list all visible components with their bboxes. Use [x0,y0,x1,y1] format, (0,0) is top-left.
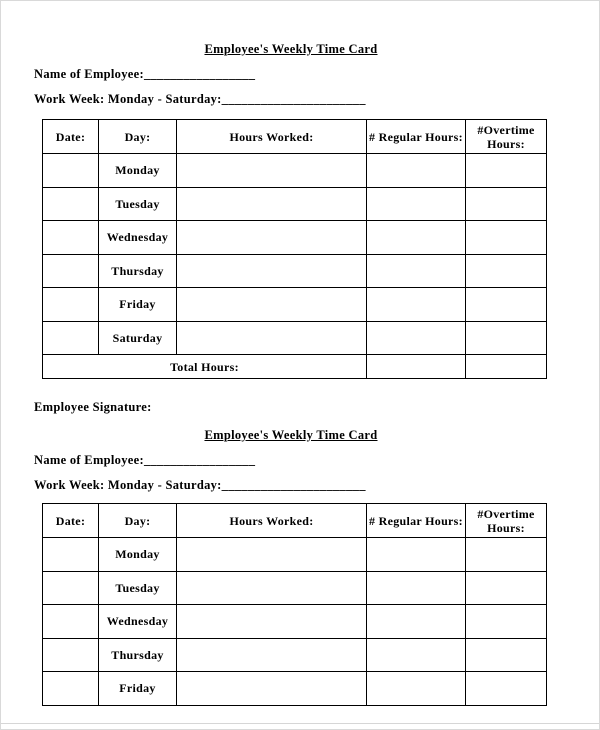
regular-hours-cell [367,538,466,572]
hours-worked-cell [177,254,367,288]
overtime-hours-cell [466,571,547,605]
overtime-hours-cell [466,321,547,355]
table-row-monday [43,538,547,572]
hours-worked-cell [177,221,367,255]
header-regular-hours: # Regular Hours: [367,504,466,538]
regular-hours-cell [367,254,466,288]
table-header-row [43,120,547,154]
overtime-hours-cell [466,638,547,672]
hours-worked-cell [177,187,367,221]
table-row-wednesday [43,605,547,639]
table-row-wednesday [43,221,547,255]
page-edge-line [1,723,599,724]
day-cell: Monday [99,154,177,188]
table-row-thursday [43,254,547,288]
work-week-label: Work Week: Monday - Saturday: [34,92,222,106]
header-day: Day: [99,504,177,538]
day-cell: Monday [99,538,177,572]
regular-hours-cell [367,221,466,255]
card1-title: Employee's Weekly Time Card [204,42,378,56]
day-cell: Thursday [99,254,177,288]
overtime-hours-cell [466,605,547,639]
overtime-hours-cell [466,288,547,322]
table-row-total [43,355,547,379]
date-cell [43,605,99,639]
regular-hours-cell [367,187,466,221]
date-cell [43,321,99,355]
work-week-label: Work Week: Monday - Saturday: [34,478,222,492]
table-row-monday [43,154,547,188]
header-regular-hours: # Regular Hours: [367,120,466,154]
day-cell: Wednesday [99,605,177,639]
table-row-tuesday [43,187,547,221]
hours-worked-cell [177,538,367,572]
day-cell: Saturday [99,321,177,355]
date-cell [43,638,99,672]
work-week-blank-line: ______________________ [221,92,366,106]
header-date: Date: [43,120,99,154]
name-label: Name of Employee: [34,453,144,467]
table-row-friday [43,672,547,706]
total-hours-label: Total Hours: [43,355,367,379]
header-overtime-hours: #Overtime Hours: [466,504,547,538]
hours-worked-cell [177,154,367,188]
day-cell: Thursday [99,638,177,672]
time-card-table-1 [42,119,547,379]
day-cell: Tuesday [99,571,177,605]
date-cell [43,288,99,322]
card2-title: Employee's Weekly Time Card [204,428,378,442]
regular-hours-cell [367,672,466,706]
card2-work-week-line [34,478,366,493]
overtime-hours-cell [466,254,547,288]
header-overtime-hours: #Overtime Hours: [466,120,547,154]
regular-hours-cell [367,571,466,605]
day-cell: Tuesday [99,187,177,221]
hours-worked-cell [177,571,367,605]
header-day: Day: [99,120,177,154]
regular-hours-cell [367,321,466,355]
card2-name-line [34,453,255,468]
regular-hours-cell [367,638,466,672]
overtime-hours-cell [466,672,547,706]
total-overtime-hours-cell [466,355,547,379]
header-date: Date: [43,504,99,538]
regular-hours-cell [367,605,466,639]
hours-worked-cell [177,672,367,706]
overtime-hours-cell [466,187,547,221]
day-cell: Friday [99,288,177,322]
header-hours-worked: Hours Worked: [177,504,367,538]
hours-worked-cell [177,638,367,672]
employee-signature-label: Employee Signature: [34,400,152,414]
name-blank-line: _________________ [143,67,256,81]
total-regular-hours-cell [367,355,466,379]
date-cell [43,571,99,605]
time-card-table-2 [42,503,547,706]
hours-worked-cell [177,288,367,322]
day-cell: Friday [99,672,177,706]
hours-worked-cell [177,605,367,639]
name-blank-line: _________________ [143,453,256,467]
card1-work-week-line [34,92,366,107]
date-cell [43,221,99,255]
date-cell [43,254,99,288]
table-header-row [43,504,547,538]
table-row-saturday [43,321,547,355]
overtime-hours-cell [466,221,547,255]
table-row-friday [43,288,547,322]
overtime-hours-cell [466,154,547,188]
card1-name-line [34,67,255,82]
overtime-hours-cell [466,538,547,572]
date-cell [43,538,99,572]
date-cell [43,187,99,221]
header-hours-worked: Hours Worked: [177,120,367,154]
day-cell: Wednesday [99,221,177,255]
name-label: Name of Employee: [34,67,144,81]
table-row-thursday [43,638,547,672]
hours-worked-cell [177,321,367,355]
date-cell [43,154,99,188]
regular-hours-cell [367,288,466,322]
date-cell [43,672,99,706]
work-week-blank-line: ______________________ [221,478,366,492]
regular-hours-cell [367,154,466,188]
table-row-tuesday [43,571,547,605]
